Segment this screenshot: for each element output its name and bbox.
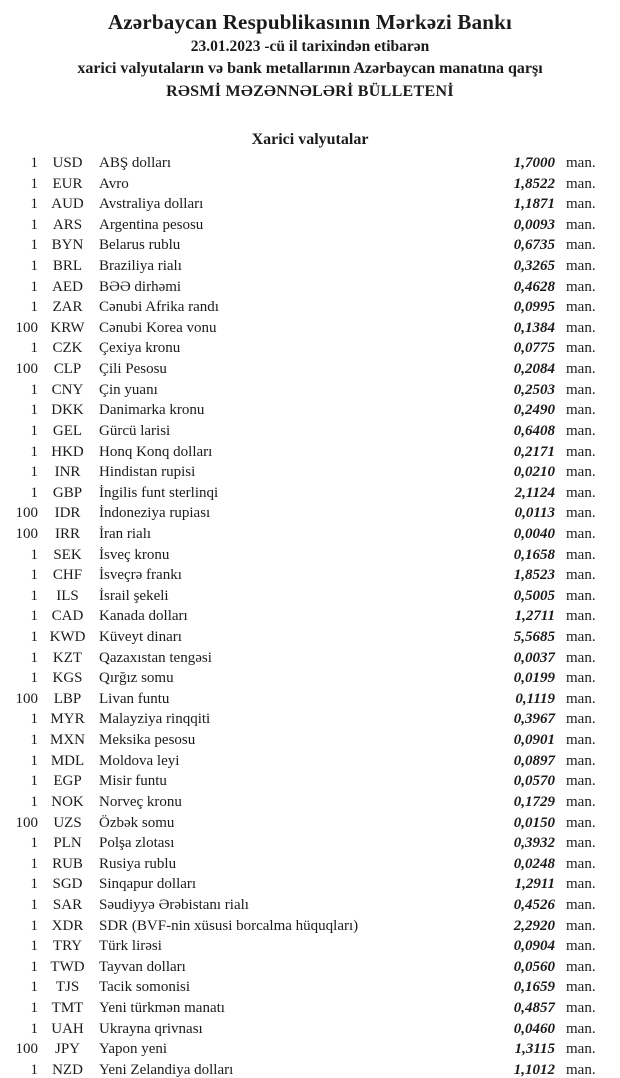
currency-quantity: 1 [30,732,38,749]
table-row [0,916,605,937]
currency-rate: 0,3967 [513,711,555,728]
currency-quantity: 1 [30,196,38,213]
currency-name: Ukrayna qrivnası [99,1020,203,1037]
currency-rate: 1,8523 [513,567,555,584]
currency-code: SAR [52,896,83,913]
currency-rate: 0,0570 [513,773,555,790]
table-row [0,256,605,277]
currency-quantity: 1 [30,546,38,563]
currency-unit: man. [566,649,596,666]
currency-unit: man. [566,505,596,522]
table-row [0,957,605,978]
currency-unit: man. [566,1020,596,1037]
currency-rate: 0,1659 [513,979,555,996]
currency-rate: 1,2711 [514,608,555,625]
currency-name: Belarus rublu [99,237,181,254]
currency-name: Rusiya rublu [99,855,177,872]
table-row [0,668,605,689]
currency-code: UZS [53,814,82,831]
currency-name: Meksika pesosu [99,732,196,749]
currency-quantity: 1 [30,752,38,769]
bulletin-subtitle: xarici valyutaların və bank metallarının Azərbaycan manatına qarşı [77,60,543,77]
currency-unit: man. [566,608,596,625]
currency-name: Cənubi Afrika randı [99,299,219,316]
currency-unit: man. [566,938,596,955]
currency-unit: man. [566,999,596,1016]
currency-code: EGP [53,773,82,790]
currency-unit: man. [566,979,596,996]
currency-unit: man. [566,711,596,728]
table-row [0,462,605,483]
currency-code: CZK [52,340,83,357]
currency-name: Misir funtu [99,773,167,790]
currency-name: Tacik somonisi [99,979,191,996]
currency-rate: 0,1658 [513,546,555,563]
table-row [0,194,605,215]
table-row [0,895,605,916]
currency-name: İsveç kronu [99,546,170,563]
table-row [0,854,605,875]
currency-unit: man. [566,381,596,398]
table-row [0,297,605,318]
currency-name: İsrail şekeli [99,587,169,604]
currency-code: ARS [52,216,83,233]
currency-code: NZD [52,1061,83,1078]
table-row [0,977,605,998]
currency-code: EUR [52,175,83,192]
table-row [0,503,605,524]
currency-quantity: 1 [30,567,38,584]
currency-unit: man. [566,484,596,501]
currency-quantity: 1 [30,340,38,357]
currency-name: Yeni türkmən manatı [99,999,225,1016]
currency-quantity: 1 [30,999,38,1016]
currency-quantity: 1 [30,670,38,687]
currency-rate: 0,0210 [513,464,555,481]
currency-quantity: 1 [30,258,38,275]
currency-unit: man. [566,319,596,336]
currency-unit: man. [566,629,596,646]
effective-date-line: 23.01.2023 -cü il tarixindən etibarən [190,38,430,55]
currency-code: KGS [52,670,83,687]
currency-name: Malayziya rinqqiti [99,711,211,728]
currency-unit: man. [566,876,596,893]
currency-rate: 0,3932 [513,835,555,852]
currency-rate: 0,2490 [513,402,555,419]
currency-quantity: 1 [30,649,38,666]
table-row [0,338,605,359]
table-row [0,813,605,834]
table-row [0,627,605,648]
table-row [0,792,605,813]
table-row [0,359,605,380]
currency-quantity: 1 [30,793,38,810]
currency-code: GEL [52,422,83,439]
currency-name: Çin yuanı [99,381,158,398]
currency-code: AUD [51,196,84,213]
table-row [0,771,605,792]
currency-name: Hindistan rupisi [99,464,196,481]
currency-quantity: 1 [30,402,38,419]
table-row [0,153,605,174]
currency-code: BRL [52,258,83,275]
currency-code: JPY [54,1041,80,1058]
currency-name: Cənubi Korea vonu [99,319,217,336]
table-row [0,400,605,421]
currency-rate: 0,0995 [513,299,555,316]
table-row [0,751,605,772]
currency-unit: man. [566,773,596,790]
currency-rate: 0,0113 [514,505,555,522]
table-row [0,874,605,895]
currency-quantity: 1 [30,1061,38,1078]
currency-name: Polşa zlotası [99,835,175,852]
currency-rate: 0,1119 [515,690,555,707]
table-row [0,648,605,669]
currency-quantity: 1 [30,464,38,481]
currency-quantity: 100 [15,525,38,542]
currency-rate: 2,1124 [514,484,555,501]
currency-rate: 0,0897 [513,752,555,769]
currency-unit: man. [566,1061,596,1078]
currency-code: TRY [52,938,83,955]
currency-code: XDR [51,917,84,934]
currency-rate: 0,0460 [513,1020,555,1037]
currency-quantity: 1 [30,443,38,460]
currency-quantity: 1 [30,608,38,625]
currency-quantity: 1 [30,896,38,913]
currency-quantity: 1 [30,587,38,604]
currency-code: GBP [52,484,83,501]
currency-code: SGD [52,876,83,893]
currency-rate: 0,4857 [513,999,555,1016]
currency-code: INR [54,464,81,481]
currency-unit: man. [566,587,596,604]
currency-quantity: 1 [30,484,38,501]
currency-code: CLP [53,361,82,378]
currency-unit: man. [566,196,596,213]
currency-rate: 0,4526 [513,896,555,913]
currency-rate: 5,5685 [513,629,555,646]
currency-name: Braziliya rialı [99,258,182,275]
table-row [0,442,605,463]
currency-quantity: 1 [30,278,38,295]
currency-rate: 0,0037 [513,649,555,666]
currency-unit: man. [566,690,596,707]
currency-name: SDR (BVF-nin xüsusi borcalma hüquqları) [99,917,359,934]
currency-rate: 0,5005 [513,587,555,604]
currency-name: İngilis funt sterlinqi [99,484,219,501]
currency-rate: 0,6735 [513,237,555,254]
currency-name: Danimarka kronu [99,402,205,419]
table-row [0,545,605,566]
currency-code: MDL [50,752,85,769]
currency-name: Türk lirəsi [99,938,162,955]
currency-code: CNY [51,381,84,398]
currency-name: Qırğız somu [99,670,174,687]
currency-quantity: 1 [30,711,38,728]
table-row [0,1039,605,1060]
table-row [0,235,605,256]
currency-name: Özbək somu [99,814,175,831]
currency-rate: 0,1729 [513,793,555,810]
currency-unit: man. [566,732,596,749]
currency-unit: man. [566,958,596,975]
currency-code: HKD [51,443,84,460]
currency-quantity: 100 [15,1041,38,1058]
table-row [0,277,605,298]
currency-rate: 1,3115 [514,1041,555,1058]
currency-name: Kanada dolları [99,608,188,625]
currency-quantity: 1 [30,917,38,934]
table-row [0,689,605,710]
currency-name: Argentina pesosu [99,216,204,233]
section-title-foreign-currencies: Xarici valyutalar [251,131,369,148]
table-row [0,833,605,854]
currency-code: LBP [53,690,82,707]
table-row [0,421,605,442]
currency-code: ILS [56,587,79,604]
currency-unit: man. [566,1041,596,1058]
currency-code: TWD [50,958,85,975]
currency-unit: man. [566,422,596,439]
currency-rate: 0,0199 [513,670,555,687]
currency-name: Küveyt dinarı [99,629,182,646]
currency-name: Norveç kronu [99,793,182,810]
currency-unit: man. [566,155,596,171]
currency-rate: 0,0040 [513,525,555,542]
currency-quantity: 100 [15,319,38,336]
currency-name: BƏƏ dirhəmi [99,278,182,295]
currency-rate: 1,2911 [514,876,555,893]
bulletin-header [0,0,620,103]
currency-rate: 0,3265 [513,258,555,275]
currency-unit: man. [566,216,596,233]
currency-unit: man. [566,340,596,357]
currency-quantity: 1 [30,773,38,790]
currency-quantity: 1 [30,629,38,646]
currency-unit: man. [566,567,596,584]
currency-unit: man. [566,917,596,934]
currency-quantity: 1 [30,958,38,975]
currency-unit: man. [566,752,596,769]
currency-name: Tayvan dolları [99,958,186,975]
currency-code: NOK [51,793,84,810]
currency-quantity: 1 [30,835,38,852]
currency-quantity: 1 [30,876,38,893]
currency-rate: 0,0093 [513,216,555,233]
currency-name: Qazaxıstan tengəsi [99,649,212,666]
currency-unit: man. [566,525,596,542]
table-row [0,606,605,627]
currency-code: KRW [50,319,85,336]
table-row [0,318,605,339]
currency-quantity: 1 [30,155,38,171]
currency-quantity: 1 [30,381,38,398]
currency-name: Yeni Zelandiya dolları [99,1061,234,1078]
table-row [0,586,605,607]
currency-unit: man. [566,175,596,192]
currency-name: İsveçrə frankı [99,567,182,584]
currency-name: Avro [99,175,129,192]
currency-code: MYR [50,711,85,728]
currency-code: RUB [52,855,83,872]
currency-quantity: 1 [30,938,38,955]
currency-quantity: 100 [15,505,38,522]
table-row [0,524,605,545]
currency-code: AED [52,278,83,295]
currency-unit: man. [566,855,596,872]
currency-code: KWD [49,629,86,646]
currency-name: ABŞ dolları [99,155,172,171]
currency-code: MXN [49,732,85,749]
currency-name: Honq Konq dolları [99,443,213,460]
currency-unit: man. [566,402,596,419]
currency-rate: 0,2503 [513,381,555,398]
currency-rate: 1,7000 [513,155,555,171]
table-row [0,1019,605,1040]
currency-unit: man. [566,443,596,460]
currency-unit: man. [566,793,596,810]
currency-rate: 0,1384 [513,319,555,336]
currency-rate: 0,4628 [513,278,555,295]
currency-quantity: 1 [30,237,38,254]
bulletin-name: RƏSMİ MƏZƏNNƏLƏRİ BÜLLETENİ [166,83,454,100]
currency-name: Yapon yeni [99,1041,168,1058]
currency-code: USD [52,155,83,171]
currency-rate: 0,0560 [513,958,555,975]
exchange-rates-table [0,153,620,1078]
currency-name: İndoneziya rupiası [99,505,211,522]
currency-code: IRR [54,525,80,542]
currency-name: Avstraliya dolları [99,196,204,213]
currency-unit: man. [566,278,596,295]
table-row [0,174,605,195]
currency-code: TJS [55,979,80,996]
currency-code: UAH [51,1020,84,1037]
currency-unit: man. [566,546,596,563]
currency-unit: man. [566,896,596,913]
table-row [0,215,605,236]
currency-quantity: 1 [30,299,38,316]
currency-quantity: 100 [15,814,38,831]
currency-unit: man. [566,814,596,831]
currency-rate: 1,1012 [513,1061,555,1078]
currency-rate: 0,2084 [513,361,555,378]
currency-quantity: 1 [30,979,38,996]
currency-quantity: 1 [30,216,38,233]
currency-name: Sinqapur dolları [99,876,197,893]
currency-quantity: 1 [30,422,38,439]
currency-rate: 0,0248 [513,855,555,872]
table-row [0,380,605,401]
table-row [0,565,605,586]
bank-title: Azərbaycan Respublikasının Mərkəzi Bankı [107,10,513,34]
currency-name: Moldova leyi [99,752,180,769]
currency-code: TMT [51,999,84,1016]
currency-code: CAD [51,608,84,625]
currency-name: Çexiya kronu [99,340,181,357]
currency-code: ZAR [52,299,83,316]
currency-quantity: 1 [30,175,38,192]
table-row [0,1060,605,1078]
currency-quantity: 1 [30,1020,38,1037]
currency-quantity: 100 [15,690,38,707]
currency-unit: man. [566,237,596,254]
currency-unit: man. [566,670,596,687]
currency-code: PLN [53,835,82,852]
currency-rate: 2,2920 [513,917,555,934]
table-row [0,730,605,751]
table-row [0,936,605,957]
currency-rate: 1,8522 [513,175,555,192]
currency-rate: 0,6408 [513,422,555,439]
currency-code: CHF [52,567,83,584]
currency-name: Gürcü larisi [99,422,171,439]
currency-name: Çili Pesosu [99,361,167,378]
currency-name: İran rialı [99,525,152,542]
currency-code: DKK [51,402,84,419]
currency-code: SEK [53,546,82,563]
currency-name: Səudiyyə Ərəbistanı rialı [99,896,249,913]
currency-unit: man. [566,835,596,852]
currency-rate: 1,1871 [513,196,555,213]
currency-quantity: 1 [30,855,38,872]
currency-rate: 0,0901 [513,732,555,749]
currency-rate: 0,0904 [513,938,555,955]
currency-unit: man. [566,464,596,481]
currency-rate: 0,0775 [513,340,555,357]
currency-code: IDR [54,505,81,522]
table-row [0,709,605,730]
currency-rate: 0,0150 [513,814,555,831]
currency-unit: man. [566,258,596,275]
currency-name: Livan funtu [99,690,170,707]
currency-unit: man. [566,299,596,316]
table-row [0,998,605,1019]
table-row [0,483,605,504]
currency-quantity: 100 [15,361,38,378]
currency-code: BYN [51,237,84,254]
currency-code: KZT [52,649,83,666]
currency-rate: 0,2171 [513,443,555,460]
currency-unit: man. [566,361,596,378]
